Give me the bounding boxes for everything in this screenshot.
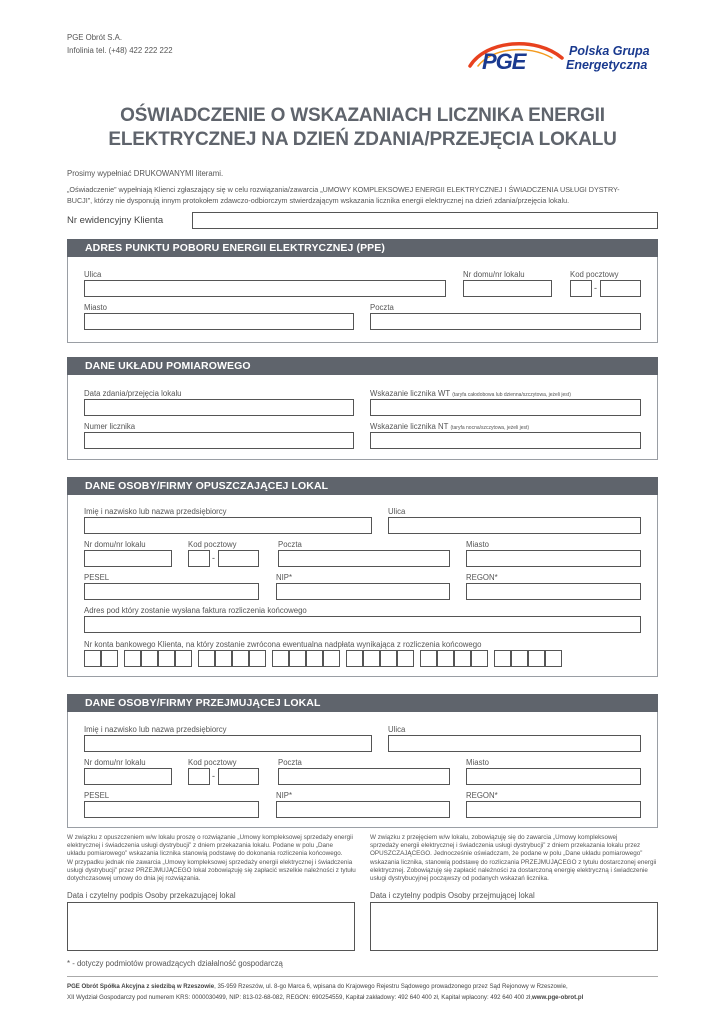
meter-wt-label-text: Wskazanie licznika WT [370, 389, 451, 398]
ppe-post-label: Poczta [370, 303, 394, 312]
bank-account-digit-box[interactable] [494, 650, 511, 667]
ppe-postcode-field-2[interactable] [600, 280, 641, 297]
declaration-leaving-line: układu pomiarowego” wskazania licznika stanowią podstawę do dokonania rozliczenia końcowego. [67, 850, 343, 858]
taking-name-field[interactable] [84, 735, 372, 752]
company-name: PGE Obrót S.A. [67, 33, 123, 42]
footer-address: , 35-959 Rzeszów, ul. 8-go Marca 6, wpisana do Krajowego Rejestru Sądowego prowadzonego przez Sąd Rejonowy w Rzeszowie, [214, 983, 568, 990]
taking-pesel-field[interactable] [84, 801, 259, 818]
declaration-taking-line: elektrycznej. Zobowiązuję się zapłacić należności za dostarczoną energię elektryczną i świadczenie [370, 866, 648, 874]
bank-account-digit-box[interactable] [198, 650, 215, 667]
leaving-street-field[interactable] [388, 517, 641, 534]
bank-account-digit-box[interactable] [363, 650, 380, 667]
leaving-regon-label: REGON* [466, 573, 498, 582]
declaration-leaving [67, 834, 359, 883]
section-ppe-header: ADRES PUNKTU POBORU ENERGII ELEKTRYCZNEJ (PPE) [67, 239, 658, 257]
postcode-dash: - [594, 283, 597, 293]
taking-nip-label: NIP* [276, 791, 293, 800]
bank-account-digit-box[interactable] [124, 650, 141, 667]
meter-nt-note: (taryfa nocna/szczytowa, jeżeli jest) [450, 425, 530, 431]
meter-nt-label [370, 422, 529, 431]
bank-account-digit-box[interactable] [101, 650, 118, 667]
leaving-name-label: Imię i nazwisko lub nazwa przedsiębiorcy [84, 507, 227, 516]
leaving-post-field[interactable] [278, 550, 450, 567]
bank-account-digit-box[interactable] [528, 650, 545, 667]
taking-name-label: Imię i nazwisko lub nazwa przedsiębiorcy [84, 725, 227, 734]
signature-leaving-field[interactable] [67, 902, 355, 951]
bank-account-digit-box[interactable] [215, 650, 232, 667]
intro-note: Prosimy wypełniać DRUKOWANYMI literami. [67, 169, 224, 178]
meter-wt-field[interactable] [370, 399, 641, 416]
meter-number-label: Numer licznika [84, 422, 136, 431]
taking-regon-field[interactable] [466, 801, 641, 818]
leaving-street-label: Ulica [388, 507, 406, 516]
leaving-postcode-field-1[interactable] [188, 550, 210, 567]
client-number-label: Nr ewidencyjny Klienta [67, 215, 164, 226]
ppe-city-label: Miasto [84, 303, 107, 312]
bank-account-digit-box[interactable] [454, 650, 471, 667]
leaving-invoice-address-label: Adres pod który zostanie wysłana faktura rozliczenia końcowego [84, 606, 307, 615]
meter-number-field[interactable] [84, 432, 354, 449]
bank-account-digit-box[interactable] [232, 650, 249, 667]
taking-postcode-field-2[interactable] [218, 768, 259, 785]
bank-account-digit-box[interactable] [545, 650, 562, 667]
ppe-city-field[interactable] [84, 313, 354, 330]
bank-account-digit-box[interactable] [397, 650, 414, 667]
bank-account-digit-box[interactable] [289, 650, 306, 667]
logo-tagline-2: Energetyczna [566, 58, 648, 72]
ppe-postcode-field-1[interactable] [570, 280, 592, 297]
declaration-leaving-line: dotychczasowej umowy do dnia jej rozwiązania. [67, 875, 201, 883]
meter-date-label: Data zdania/przejęcia lokalu [84, 389, 182, 398]
meter-wt-label [370, 389, 571, 398]
bank-account-digit-box[interactable] [249, 650, 266, 667]
leaving-bank-account-label: Nr konta bankowego Klienta, na który zostanie zwrócona ewentualna nadpłata wynikająca z rozliczenia końcowego [84, 640, 482, 649]
leaving-post-label: Poczta [278, 540, 302, 549]
postcode-dash: - [212, 771, 215, 781]
meter-nt-label-text: Wskazanie licznika NT [370, 422, 449, 431]
intro-text-2: BUCJI”, którzy nie dysponują innym protokołem zdawczo-odbiorczym stwierdzającym wskazania licznika energii elektrycznej na dzień zdania/przejęcia lokalu. [67, 196, 570, 205]
taking-postcode-label: Kod pocztowy [188, 758, 237, 767]
leaving-name-field[interactable] [84, 517, 372, 534]
ppe-street-field[interactable] [84, 280, 446, 297]
bank-account-digit-box[interactable] [175, 650, 192, 667]
bank-account-digit-box[interactable] [471, 650, 488, 667]
taking-nip-field[interactable] [276, 801, 450, 818]
pge-logo [466, 36, 666, 80]
meter-date-field[interactable] [84, 399, 354, 416]
leaving-invoice-address-field[interactable] [84, 616, 641, 633]
taking-postcode-field-1[interactable] [188, 768, 210, 785]
footnote: * - dotyczy podmiotów prowadzących działalność gospodarczą [67, 959, 283, 968]
footer-line-1 [67, 983, 568, 990]
declaration-leaving-line: W przypadku jednak nie zawarcia „Umowy kompleksowej sprzedaży energii elektrycznej i świadczenia [67, 858, 353, 866]
bank-account-digit-box[interactable] [272, 650, 289, 667]
taking-regon-label: REGON* [466, 791, 498, 800]
declaration-taking-line: sprzedaży energii elektrycznej i świadczenia usługi dystrybucji” z dniem przekazania lokalu przez [370, 842, 641, 850]
client-number-field[interactable] [192, 212, 658, 229]
logo-text: PGE [482, 49, 526, 74]
taking-street-field[interactable] [388, 735, 641, 752]
ppe-house-label: Nr domu/nr lokalu [463, 270, 525, 279]
ppe-postcode-label: Kod pocztowy [570, 270, 619, 279]
section-taking-header: DANE OSOBY/FIRMY PRZEJMUJĄCEJ LOKAL [67, 694, 658, 712]
section-meter-header: DANE UKŁADU POMIAROWEGO [67, 357, 658, 375]
declaration-taking-line: usługi dystrybucyjnej począwszy od podanych wskazań licznika. [370, 875, 549, 883]
declaration-leaving-line: usługi dystrybucji” przez PRZEJMUJĄCEGO lokal zobowiązuję się zapłacić wszelkie należności z tytułu [67, 866, 356, 874]
leaving-nip-label: NIP* [276, 573, 293, 582]
meter-nt-field[interactable] [370, 432, 641, 449]
leaving-postcode-label: Kod pocztowy [188, 540, 237, 549]
bank-account-digit-box[interactable] [380, 650, 397, 667]
taking-street-label: Ulica [388, 725, 406, 734]
leaving-city-field[interactable] [466, 550, 641, 567]
logo-tagline-1: Polska Grupa [569, 44, 650, 58]
declaration-taking-line: OPUSZCZAJĄCEGO. Jednocześnie oświadczam, że podane w polu „Dane układu pomiarowego” [370, 850, 643, 858]
leaving-regon-field[interactable] [466, 583, 641, 600]
declaration-leaving-line: W związku z opuszczeniem w/w lokalu proszę o rozwiązanie „Umowy kompleksowej sprzedaży energii [67, 834, 353, 841]
footer-divider [67, 976, 658, 977]
declaration-taking [370, 834, 660, 883]
taking-pesel-label: PESEL [84, 791, 110, 800]
signature-taking-label: Data i czytelny podpis Osoby przejmującej lokal [370, 891, 535, 900]
footer-line-2 [67, 994, 583, 1001]
bank-account-digit-box[interactable] [511, 650, 528, 667]
bank-account-digit-box[interactable] [323, 650, 340, 667]
bank-account-digit-box[interactable] [306, 650, 323, 667]
footer-registry: XII Wydział Gospodarczy pod numerem KRS: 0000030499, NIP: 813-02-68-082, REGON: 690254559, Kapitał zakładowy: 492 640 400 zł, Kapitał wpłacony: 492 640 400 zł, [67, 994, 533, 1001]
bank-account-digit-box[interactable] [84, 650, 101, 667]
leaving-pesel-field[interactable] [84, 583, 259, 600]
signature-taking-field[interactable] [370, 902, 658, 951]
section-leaving-header: DANE OSOBY/FIRMY OPUSZCZAJĄCEJ LOKAL [67, 477, 658, 495]
intro-text-1: „Oświadczenie” wypełniają Klienci zgłaszający się w celu rozwiązania/zawarcia „UMOWY KOMPLEKSOWEJ ENERGII ELEKTRYCZNEJ I ŚWIADCZENIA USŁUGI DYSTRY- [67, 185, 620, 194]
leaving-house-field[interactable] [84, 550, 172, 567]
leaving-nip-field[interactable] [276, 583, 450, 600]
leaving-house-label: Nr domu/nr lokalu [84, 540, 146, 549]
declaration-taking-line: wskazania licznika, stanowią podstawę do rozliczania PRZEJMUJĄCEGO z tytułu dostarczonej energii [370, 858, 657, 866]
ppe-post-field[interactable] [370, 313, 641, 330]
bank-account-digit-box[interactable] [346, 650, 363, 667]
taking-post-field[interactable] [278, 768, 450, 785]
taking-house-label: Nr domu/nr lokalu [84, 758, 146, 767]
bank-account-digit-box[interactable] [437, 650, 454, 667]
leaving-postcode-field-2[interactable] [218, 550, 259, 567]
leaving-city-label: Miasto [466, 540, 489, 549]
taking-post-label: Poczta [278, 758, 302, 767]
taking-city-field[interactable] [466, 768, 641, 785]
declaration-leaving-line: elektrycznej i świadczenia usługi dystrybucji” z dniem przekazania lokalu. Podane w polu „Dane [67, 842, 334, 850]
taking-house-field[interactable] [84, 768, 172, 785]
footer-website: www.pge-obrot.pl [532, 994, 584, 1001]
page-title-line1: OŚWIADCZENIE O WSKAZANIACH LICZNIKA ENERGII [120, 105, 605, 126]
bank-account-digit-box[interactable] [158, 650, 175, 667]
declaration-taking-line: W związku z przejęciem w/w lokalu, zobowiązuję się do zawarcia „Umowy kompleksowej [370, 834, 618, 841]
page-title-line2: ELEKTRYCZNEJ NA DZIEŃ ZDANIA/PRZEJĘCIA LOKALU [108, 129, 617, 150]
bank-account-digit-box[interactable] [420, 650, 437, 667]
ppe-street-label: Ulica [84, 270, 102, 279]
bank-account-digit-box[interactable] [141, 650, 158, 667]
taking-city-label: Miasto [466, 758, 489, 767]
leaving-pesel-label: PESEL [84, 573, 110, 582]
meter-wt-note: (taryfa całodobowa lub dzienna/szczytowa, jeżeli jest) [452, 392, 571, 398]
footer-company: PGE Obrót Spółka Akcyjna z siedzibą w Rzeszowie [67, 983, 215, 990]
postcode-dash: - [212, 553, 215, 563]
infoline: Infolinia tel. (+48) 422 222 222 [67, 46, 173, 55]
ppe-house-field[interactable] [463, 280, 552, 297]
signature-leaving-label: Data i czytelny podpis Osoby przekazującej lokal [67, 891, 236, 900]
